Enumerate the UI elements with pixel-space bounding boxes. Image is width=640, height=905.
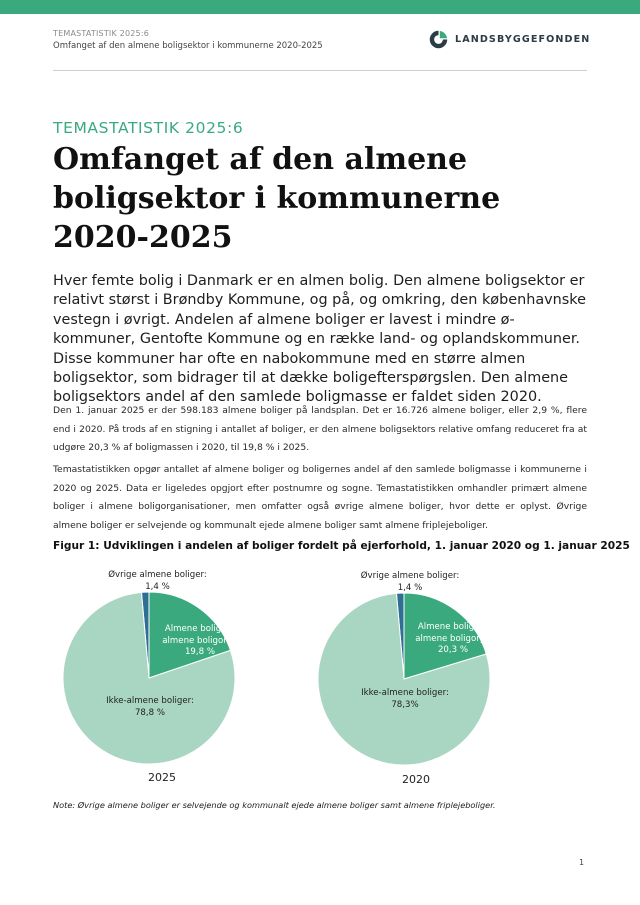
logo-mark-icon [428, 29, 449, 50]
label-almene [408, 622, 498, 657]
label-ikke-almene-value: 78,8 % [134, 707, 166, 718]
chart-year-label: 2020 [402, 773, 430, 786]
running-header-series: TEMASTATISTIK 2025:6 [53, 29, 150, 38]
landsbyggefonden-logo [428, 28, 590, 50]
label-ikke-almene-text: Ikke-almene boliger: [361, 688, 449, 698]
logo-text: LANDSBYGGEFONDEN [455, 33, 591, 45]
header-divider [53, 70, 587, 71]
pie-svg-2020 [320, 566, 520, 794]
label-ovrige-text: Øvrige almene boliger: [360, 571, 460, 581]
label-almene [155, 624, 245, 659]
label-almene-value: 19,8 % [184, 647, 216, 657]
title-line-3: 2020-2025 [53, 220, 233, 255]
label-ovrige [65, 570, 250, 593]
label-almene-line2: almene boligorg.: [162, 635, 238, 646]
top-accent-bar [0, 0, 640, 14]
label-almene-line1: Almene boliger i [417, 622, 489, 632]
label-almene-value: 20,3 % [437, 645, 469, 655]
pie-svg-2025 [65, 566, 265, 794]
running-header-title: Omfanget af den almene boligsektor i kommunerne 2020-2025 [53, 41, 323, 51]
label-ikke-almene [355, 688, 455, 711]
chart-year-label: 2025 [148, 771, 176, 784]
label-ikke-almene [95, 696, 205, 719]
body-paragraph-1: Den 1. januar 2025 er der 598.183 almene boliger på landsplan. Det er 16.726 almene boliger, eller 2,9 %, flere end i 2020. På trods af en stigning i antallet af boliger, er den almene boligsektors relative omfang reduceret fra at udgøre 20,3 % af boligmassen i 2020, til 19,8 % i 2025. [53, 405, 587, 454]
figure-note: Note: Øvrige almene boliger er selvejende og kommunalt ejede almene boliger samt almene friplejeboliger. [53, 800, 496, 810]
label-almene-line1: Almene boliger i [164, 624, 236, 634]
pie-chart-2020 [320, 566, 520, 794]
label-ovrige-value: 1,4 % [145, 581, 170, 592]
label-ovrige-value: 1,4 % [397, 582, 423, 593]
label-ovrige-text: Øvrige almene boliger: [108, 570, 207, 580]
document-kicker: TEMASTATISTIK 2025:6 [53, 119, 244, 137]
label-ikke-almene-value: 78,3% [391, 699, 419, 710]
figure-title: Figur 1: Udviklingen i andelen af boliger fordelt på ejerforhold, 1. januar 2020 og 1. januar 2025 [53, 540, 630, 552]
title-line-1: Omfanget af den almene [53, 142, 468, 177]
label-ikke-almene-text: Ikke-almene boliger: [106, 696, 194, 706]
page-title [53, 140, 573, 257]
pie-chart-2025 [65, 566, 265, 794]
title-line-2: boligsektor i kommunerne [53, 181, 501, 216]
page-number: 1 [579, 858, 585, 867]
body-paragraph-2: Temastatistikken opgør antallet af almene boliger og boligernes andel af den samlede boligmasse i kommunerne i 2020 og 2025. Data er ligeledes opgjort efter postnumre og sogne. Temastatistikken omhandler primært almene boliger i almene boligorganisationer, men omfatter også øvrige almene boliger, hvor dette er oplyst. Øvrige almene boliger er selvejende og kommunalt ejede almene boliger samt almene friplejeboliger. [53, 464, 587, 531]
label-ovrige [320, 571, 500, 594]
lead-paragraph: Hver femte bolig i Danmark er en almen bolig. Den almene boligsektor er relativt størst i Brøndby Kommune, og på, og omkring, den københavnske vestegn i øvrigt. Andelen af almene boliger er lavest i mindre ø-kommuner, Gentofte Kommune og en række land- og oplandskommuner. Disse kommuner har ofte en nabokommune med en større almen boligsektor, som bidrager til at dække boligefterspørgslen. Den almene boligsektors andel af den samlede boligmasse er faldet siden 2020. [53, 273, 586, 406]
label-almene-line2: almene boligorg.: [415, 633, 491, 644]
